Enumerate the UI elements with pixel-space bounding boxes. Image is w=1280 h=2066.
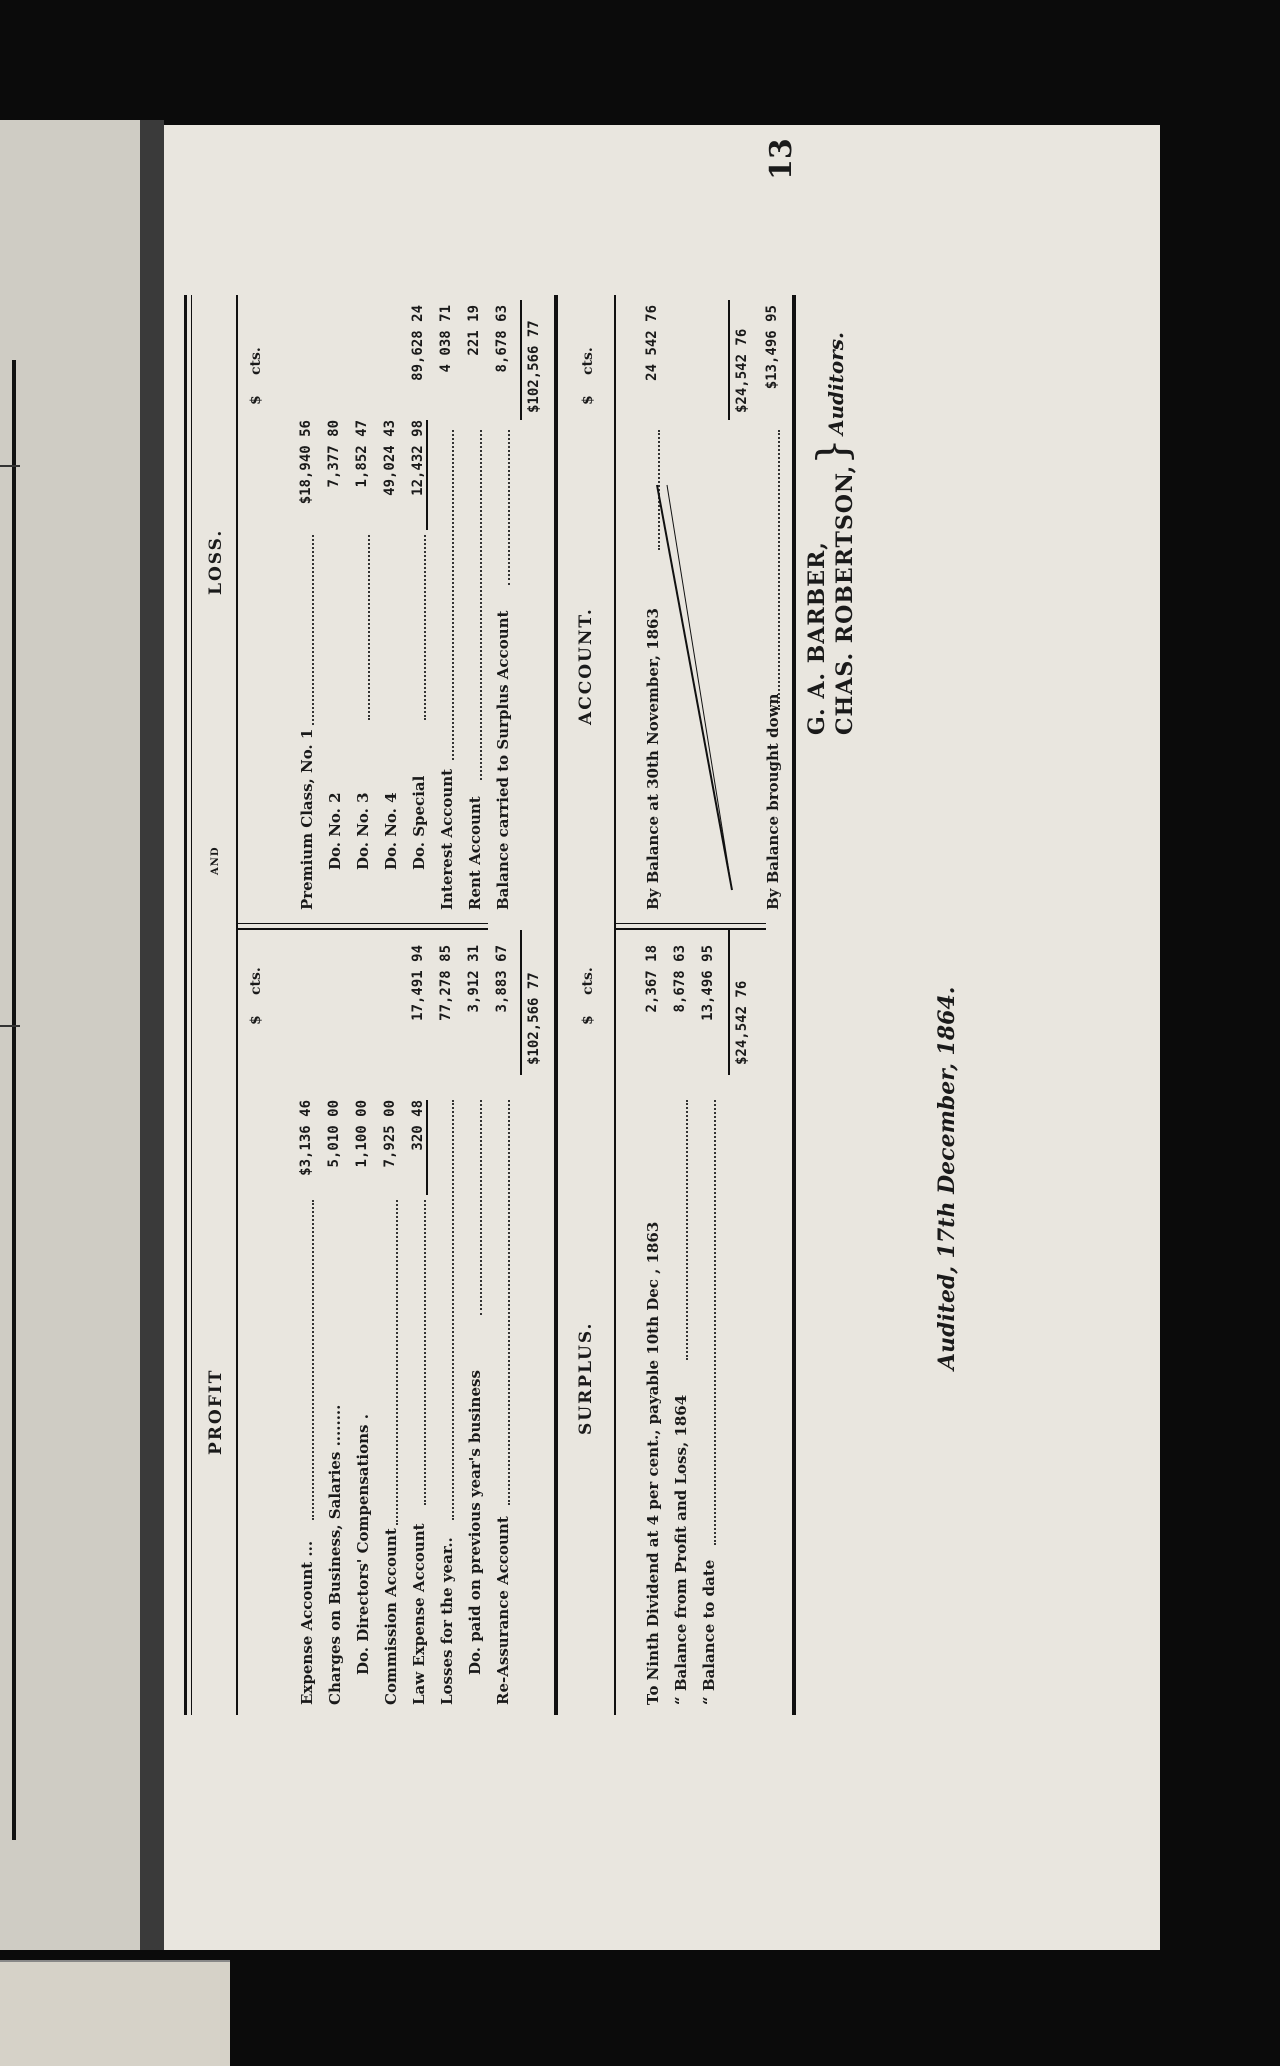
row-label: Do. Directors' Compensations . — [354, 1414, 372, 1675]
row-label: “ Balance to date — [700, 1559, 718, 1705]
table-row — [490, 300, 518, 910]
table-row — [322, 300, 350, 910]
audited-date: Audited, 17th December, 1864. — [934, 986, 960, 1370]
heading-loss: LOSS. — [206, 528, 226, 595]
row-label: Interest Account — [438, 768, 456, 910]
leader-dots — [298, 535, 314, 725]
facing-page-rule — [12, 360, 16, 1840]
table-row — [378, 935, 406, 1705]
heading-account: ACCOUNT. — [576, 607, 596, 725]
row-subtotal: 7,925 00 — [382, 1100, 398, 1168]
ledger-page — [164, 125, 1160, 1950]
credit-col-cents: cts. — [248, 347, 264, 375]
surplus-credit-total: $24,542 76 — [734, 328, 750, 413]
surplus-bottom-rule — [792, 295, 796, 1715]
facing-page-mark — [0, 465, 20, 467]
table-row — [378, 300, 406, 910]
table-row — [322, 935, 350, 1705]
leader-dots — [466, 1100, 482, 1315]
row-subtotal: 1,100 00 — [354, 1100, 370, 1168]
total-rule — [520, 930, 522, 1075]
row-label: Do. paid on previous year's business — [466, 1370, 484, 1675]
row-label: Do. No. 2 — [326, 792, 344, 870]
row-amount: $13,496 95 — [764, 305, 780, 390]
row-amount: 8,678 63 — [494, 305, 510, 373]
leader-dots — [494, 430, 510, 585]
surplus-heading-rule — [614, 295, 616, 1715]
table-row — [434, 935, 462, 1705]
row-label: Expense Account ... — [298, 1540, 316, 1705]
leader-dots — [410, 1200, 426, 1505]
row-subtotal: $3,136 46 — [298, 1100, 314, 1176]
leader-dots — [354, 535, 370, 720]
table-row — [294, 935, 322, 1705]
page-number: 13 — [764, 138, 799, 180]
row-subtotal: 5,010 00 — [326, 1100, 342, 1168]
row-label: Law Expense Account — [410, 1523, 428, 1705]
leader-dots — [764, 430, 780, 710]
row-subtotal: 12,432 98 — [410, 420, 428, 530]
auditor-name: CHAS. ROBERTSON, — [832, 464, 858, 735]
surplus-credit-col-dollar: $ — [580, 395, 596, 405]
row-label: Losses for the year.. — [438, 1537, 456, 1705]
brace-glyph: } — [808, 438, 857, 465]
heading-surplus: SURPLUS. — [576, 1321, 596, 1435]
leader-dots — [494, 1100, 510, 1505]
table-row — [294, 300, 322, 910]
surplus-debit-col-dollar: $ — [580, 1015, 596, 1025]
leader-dots — [672, 1100, 688, 1360]
row-amount: 8,678 63 — [672, 945, 688, 1013]
row-amount: 77,278 85 — [438, 945, 454, 1021]
cancel-stroke — [652, 475, 742, 895]
table-row — [490, 935, 518, 1705]
row-amount: 221 19 — [466, 305, 482, 356]
total-rule — [728, 300, 730, 420]
row-amount: 13,496 95 — [700, 945, 716, 1021]
leader-dots — [438, 430, 454, 760]
table-row — [760, 300, 788, 910]
row-label: Do. No. 3 — [354, 792, 372, 870]
debit-col-cents: cts. — [248, 967, 264, 995]
row-label: By Balance brought down — [764, 693, 782, 910]
surplus-center-divider-thin — [616, 923, 766, 924]
facing-page-edge — [0, 120, 140, 1950]
debit-total: $102,566 77 — [526, 972, 542, 1065]
rotated-ledger — [164, 125, 1160, 1725]
leader-dots — [410, 535, 426, 720]
facing-page-mark — [0, 1025, 20, 1027]
table-row — [696, 935, 724, 1705]
row-subtotal: $18,940 56 — [298, 420, 314, 505]
surplus-center-divider — [616, 928, 766, 930]
heading-rule — [236, 295, 238, 1715]
row-label: By Balance at 30th November, 1863 — [644, 608, 662, 910]
table-top-rule-thin — [191, 295, 192, 1715]
center-divider — [238, 928, 488, 930]
table-row — [640, 935, 668, 1705]
total-rule — [520, 300, 522, 420]
table-row — [350, 935, 378, 1705]
row-label: Charges on Business, Salaries ........ — [326, 1404, 344, 1705]
row-label: To Ninth Dividend at 4 per cent., payable 10th Dec , 1863 — [644, 1221, 662, 1705]
row-amount: 4 038 71 — [438, 305, 454, 373]
surplus-debit-total: $24,542 76 — [734, 980, 750, 1065]
surplus-credit-col-cents: cts. — [580, 347, 596, 375]
table-top-rule — [184, 295, 187, 1715]
debit-col-dollar: $ — [248, 1015, 264, 1025]
leader-dots — [438, 1100, 454, 1520]
row-subtotal: 7,377 80 — [326, 420, 342, 488]
table-bottom-rule — [554, 295, 558, 1715]
row-amount: 89,628 24 — [410, 305, 426, 381]
leader-dots — [700, 1100, 716, 1545]
row-amount: 24 542 76 — [644, 305, 660, 381]
row-label: Rent Account — [466, 796, 484, 910]
row-subtotal: 320 48 — [410, 1100, 428, 1195]
auditor-name: G. A. BARBER, — [804, 541, 830, 735]
table-row — [350, 300, 378, 910]
row-label: Balance carried to Surplus Account — [494, 610, 512, 910]
row-label: Do. Special — [410, 775, 428, 870]
table-row — [406, 300, 434, 910]
table-row — [462, 935, 490, 1705]
row-label: Do. No. 4 — [382, 792, 400, 870]
table-row — [668, 935, 696, 1705]
row-amount: 17,491 94 — [410, 945, 426, 1021]
row-amount: 3,912 31 — [466, 945, 482, 1013]
row-subtotal: 1,852 47 — [354, 420, 370, 488]
paper-scrap — [0, 1960, 230, 2066]
surplus-debit-col-cents: cts. — [580, 967, 596, 995]
credit-total: $102,566 77 — [526, 320, 542, 413]
row-label: Commission Account — [382, 1528, 400, 1705]
row-label: “ Balance from Profit and Loss, 1864 — [672, 1394, 690, 1705]
book-gutter — [140, 120, 164, 1950]
row-amount: 2,367 18 — [644, 945, 660, 1013]
table-row — [462, 300, 490, 910]
center-divider-thin — [238, 923, 488, 924]
heading-profit: PROFIT — [206, 1368, 226, 1455]
row-subtotal: 49,024 43 — [382, 420, 398, 496]
total-rule — [728, 930, 730, 1075]
row-label: Premium Class, No. 1 — [298, 728, 316, 910]
credit-col-dollar: $ — [248, 395, 264, 405]
row-label: Re-Assurance Account — [494, 1516, 512, 1705]
leader-dots — [466, 430, 482, 780]
leader-dots — [382, 1200, 398, 1525]
heading-and: AND — [210, 846, 221, 875]
leader-dots — [298, 1200, 314, 1520]
auditors-label: Auditors. — [824, 332, 848, 435]
table-row — [434, 300, 462, 910]
row-amount: 3,883 67 — [494, 945, 510, 1013]
table-row — [406, 935, 434, 1705]
